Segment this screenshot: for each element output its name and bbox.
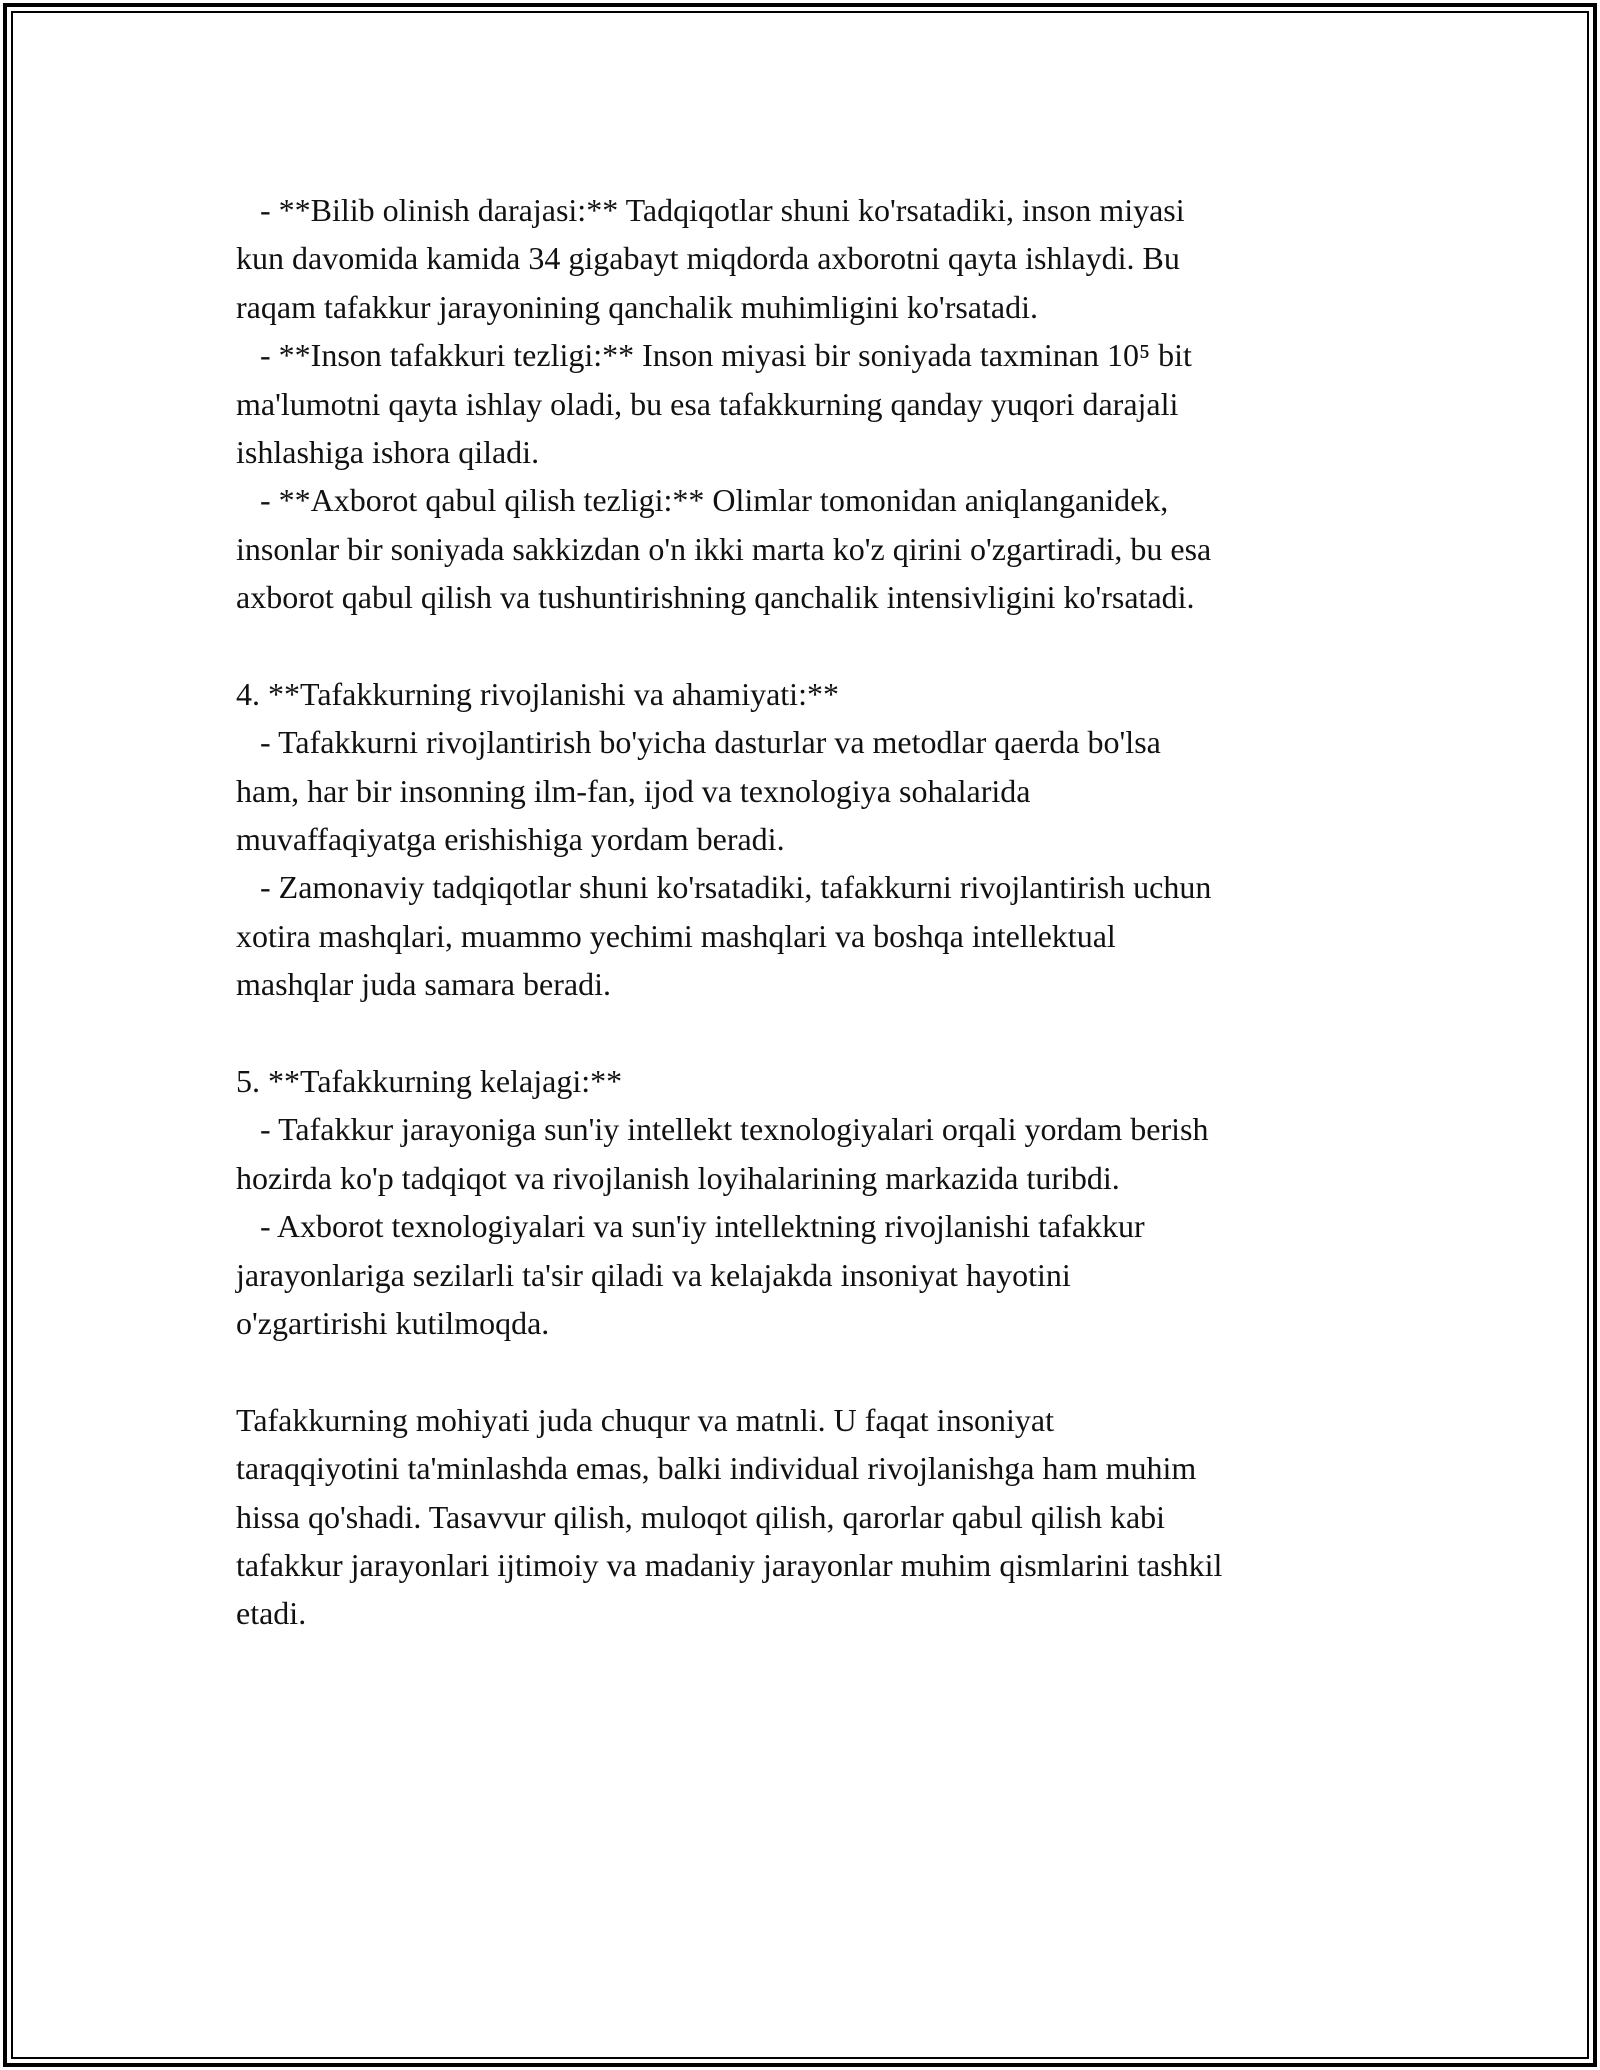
text-line: o'zgartirishi kutilmoqda. (236, 1304, 550, 1341)
text-line: - Axborot texnologiyalari va sun'iy intellektning rivojlanishi tafakkur (236, 1208, 1145, 1245)
text-line: ishlashiga ishora qiladi. (236, 433, 540, 470)
text-line: axborot qabul qilish va tushuntirishning qanchalik intensivligini ko'rsatadi. (236, 579, 1195, 616)
text-line: ma'lumotni qayta ishlay oladi, bu esa tafakkurning qanday yuqori darajali (236, 385, 1179, 422)
text-line: jarayonlariga sezilarli ta'sir qiladi va kelajakda insoniyat hayotini (236, 1256, 1071, 1293)
text-line: xotira mashqlari, muammo yechimi mashqlari va boshqa intellektual (236, 917, 1116, 954)
text-line: hozirda ko'p tadqiqot va rivojlanish loyihalarining markazida turibdi. (236, 1159, 1120, 1196)
section-heading: 4. **Tafakkurning rivojlanishi va ahamiyati:** (236, 675, 839, 712)
text-line: tafakkur jarayonlari ijtimoiy va madaniy jarayonlar muhim qismlarini tashkil (236, 1546, 1223, 1583)
text-line: ham, har bir insonning ilm-fan, ijod va texnologiya sohalarida (236, 772, 1031, 809)
text-line: taraqqiyotini ta'minlashda emas, balki individual rivojlanishga ham muhim (236, 1450, 1197, 1487)
text-line: - **Bilib olinish darajasi:** Tadqiqotlar shuni ko'rsatadiki, inson miyasi (236, 192, 1185, 228)
text-line: kun davomida kamida 34 gigabayt miqdorda axborotni qayta ishlaydi. Bu (236, 240, 1180, 277)
text-line: - Tafakkurni rivojlantirish bo'yicha dasturlar va metodlar qaerda bo'lsa (236, 724, 1161, 761)
text-line: insonlar bir soniyada sakkizdan o'n ikki marta ko'z qirini o'zgartiradi, bu esa (236, 530, 1212, 567)
text-line: - **Axborot qabul qilish tezligi:** Olimlar tomonidan aniqlanganidek, (236, 482, 1169, 519)
blank-line (236, 1009, 1366, 1057)
text-line: hissa qo'shadi. Tasavvur qilish, muloqot qilish, qarorlar qabul qilish kabi (236, 1498, 1166, 1535)
text-line: - Tafakkur jarayoniga sun'iy intellekt texnologiyalari orqali yordam berish (236, 1111, 1209, 1148)
text-line: Tafakkurning mohiyati juda chuqur va matnli. U faqat insoniyat (236, 1401, 1054, 1438)
text-line: - **Inson tafakkuri tezligi:** Inson miyasi bir soniyada taxminan 10⁵ bit (236, 337, 1192, 374)
text-line: mashqlar juda samara beradi. (236, 966, 611, 1003)
section-heading: 5. **Tafakkurning kelajagi:** (236, 1063, 623, 1100)
text-line: raqam tafakkur jarayonining qanchalik muhimligini ko'rsatadi. (236, 288, 1038, 325)
text-line: etadi. (236, 1595, 307, 1632)
blank-line (236, 622, 1366, 670)
blank-line (236, 1347, 1366, 1395)
text-line: - Zamonaviy tadqiqotlar shuni ko'rsatadiki, tafakkurni rivojlantirish uchun (236, 869, 1212, 906)
text-line: muvaffaqiyatga erishishiga yordam beradi. (236, 821, 785, 858)
document-body (236, 186, 1366, 1638)
